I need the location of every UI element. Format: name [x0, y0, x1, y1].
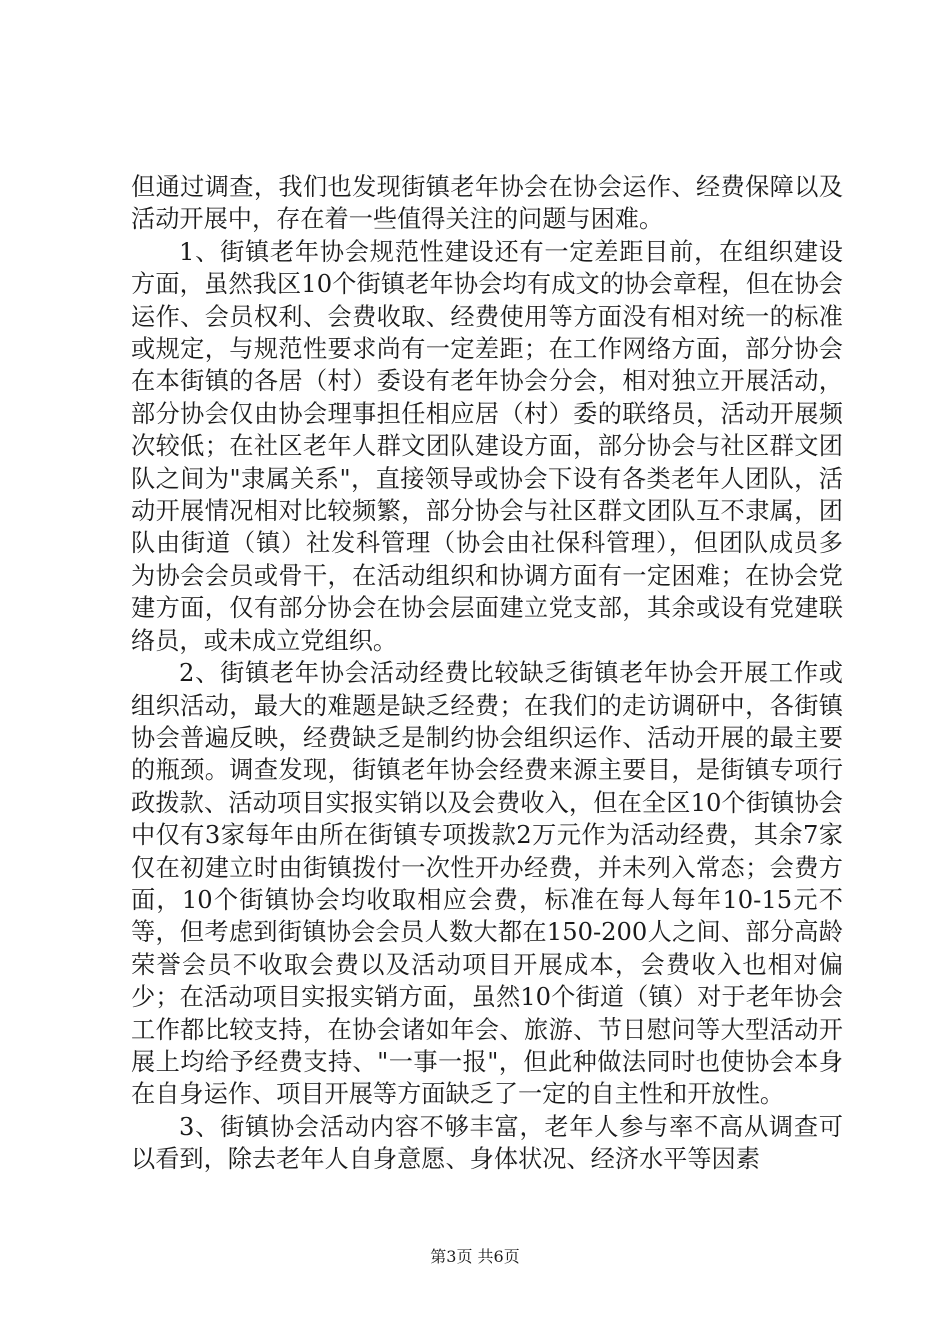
paragraph-section-1: 1、街镇老年协会规范性建设还有一定差距目前，在组织建设方面，虽然我区10个街镇老年协会均有成文的协会章程，但在协会运作、会员权利、会费收取、经费使用等方面没有相对统一的标准或规定，与规范性要求尚有一定差距；在工作网络方面，部分协会在本街镇的各居（村）委设有老年协会分会，相对独立开展活动，部分协会仅由协会理事担任相应居（村）委的联络员，活动开展频次较低；在社区老年人群文团队建设方面，部分协会与社区群文团队之间为"隶属关系"，直接领导或协会下设有各类老年人团队，活动开展情况相对比较频繁，部分协会与社区群文团队互不隶属，团队由街道（镇）社发科管理（协会由社保科管理），但团队成员多为协会会员或骨干，在活动组织和协调方面有一定困难；在协会党建方面，仅有部分协会在协会层面建立党支部，其余或设有党建联络员，或未成立党组织。 — [131, 237, 843, 655]
paragraph-section-2: 2、街镇老年协会活动经费比较缺乏街镇老年协会开展工作或组织活动，最大的难题是缺乏经费；在我们的走访调研中，各街镇协会普遍反映，经费缺乏是制约协会组织运作、活动开展的最主要的瓶颈。调查发现，街镇老年协会经费来源主要目，是街镇专项行政拨款、活动项目实报实销以及会费收入，但在全区10个街镇协会中仅有3家每年由所在街镇专项拨款2万元作为活动经费，其余7家仅在初建立时由街镇拨付一次性开办经费，并未列入常态；会费方面，10个街镇协会均收取相应会费，标准在每人每年10-15元不等，但考虑到街镇协会会员人数大都在150-200人之间、部分高龄荣誉会员不收取会费以及活动项目开展成本，会费收入也相对偏少；在活动项目实报实销方面，虽然10个街道（镇）对于老年协会工作都比较支持，在协会诸如年会、旅游、节日慰问等大型活动开展上均给予经费支持、"一事一报"，但此种做法同时也使协会本身在自身运作、项目开展等方面缺乏了一定的自主性和开放性。 — [131, 659, 843, 1109]
page-number-footer: 第3页 共6页 — [430, 1247, 520, 1266]
paragraph-section-3: 3、街镇协会活动内容不够丰富，老年人参与率不高从调查可以看到，除去老年人自身意愿、身体状况、经济水平等因素 — [131, 1112, 843, 1174]
document-body — [131, 171, 843, 1176]
paragraph-intro: 但通过调查，我们也发现街镇老年协会在协会运作、经费保障以及活动开展中，存在着一些值得关注的问题与困难。 — [131, 173, 843, 234]
